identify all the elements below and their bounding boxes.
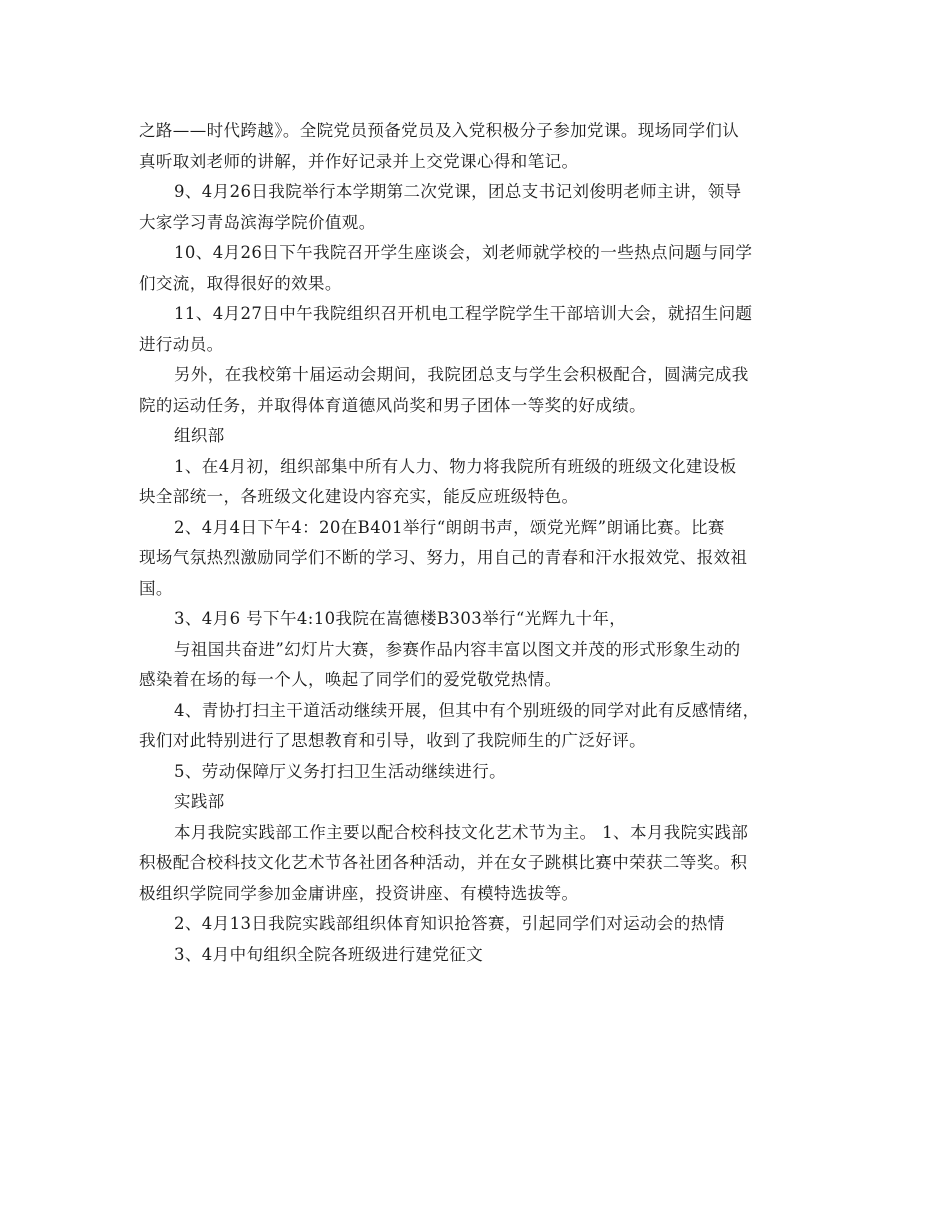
text-line: 5、劳动保障厅义务打扫卫生活动继续进行。 — [174, 761, 506, 781]
document-body — [139, 116, 811, 970]
text-line: 11、4月27日中午我院组织召开机电工程学院学生干部培训大会，就招生问题 — [174, 304, 753, 323]
text-line: 现场气氛热烈激励同学们不断的学习、努力，用自己的青春和汗水报效党、报效祖 — [139, 548, 748, 567]
text-line: 4、青协打扫主干道活动继续开展，但其中有个别班级的同学对此有反感情绪， — [174, 700, 760, 720]
text-line: 国。 — [139, 578, 173, 598]
text-line: 10、4月26日下午我院召开学生座谈会，刘老师就学校的一些热点问题与同学 — [174, 243, 753, 262]
text-line: 积极配合校科技文化艺术节各社团各种活动，并在女子跳棋比赛中荣获二等奖。积 — [139, 853, 748, 872]
text-line: 们交流，取得很好的效果。 — [139, 273, 342, 293]
text-line: 实践部 — [174, 792, 225, 811]
text-line: 大家学习青岛滨海学院价值观。 — [139, 212, 376, 232]
text-line: 真听取刘老师的讲解，并作好记录并上交党课心得和笔记。 — [139, 151, 579, 171]
text-line: 块全部统一，各班级文化建设内容充实，能反应班级特色。 — [139, 487, 579, 506]
text-line: 1、在4月初，组织部集中所有人力、物力将我院所有班级的班级文化建设板 — [174, 456, 737, 476]
text-line: 9、4月26日我院举行本学期第二次党课，团总支书记刘俊明老师主讲，领导 — [174, 182, 742, 201]
text-line: 3、4月6 号下午4:10我院在嵩德楼B303举行“光辉九十年， — [174, 609, 627, 628]
text-line: 另外，在我校第十届运动会期间，我院团总支与学生会积极配合，圆满完成我 — [174, 365, 749, 384]
text-line: 2、4月13日我院实践部组织体育知识抢答赛，引起同学们对运动会的热情 — [174, 914, 725, 933]
text-line: 3、4月中旬组织全院各班级进行建党征文 — [174, 944, 484, 964]
text-line: 与祖国共奋进”幻灯片大赛，参赛作品内容丰富以图文并茂的形式形象生动的 — [174, 639, 741, 659]
text-line: 之路——时代跨越》。全院党员预备党员及入党积极分子参加党课。现场同学们认 — [139, 121, 740, 140]
text-line: 感染着在场的每一个人，唤起了同学们的爱党敬党热情。 — [139, 670, 562, 689]
text-line: 2、4月4日下午4：20在B401举行“朗朗书声，颂党光辉”朗诵比赛。比赛 — [174, 517, 725, 537]
text-line: 进行动员。 — [139, 334, 224, 354]
text-line: 极组织学院同学参加金庸讲座，投资讲座、有模特选拔等。 — [139, 883, 579, 903]
text-line: 院的运动任务，并取得体育道德风尚奖和男子团体一等奖的好成绩。 — [139, 395, 646, 415]
text-line: 本月我院实践部工作主要以配合校科技文化艺术节为主。 1、本月我院实践部 — [174, 822, 749, 842]
text-line: 组织部 — [174, 426, 225, 445]
text-line: 我们对此特别进行了思想教育和引导，收到了我院师生的广泛好评。 — [139, 731, 646, 750]
